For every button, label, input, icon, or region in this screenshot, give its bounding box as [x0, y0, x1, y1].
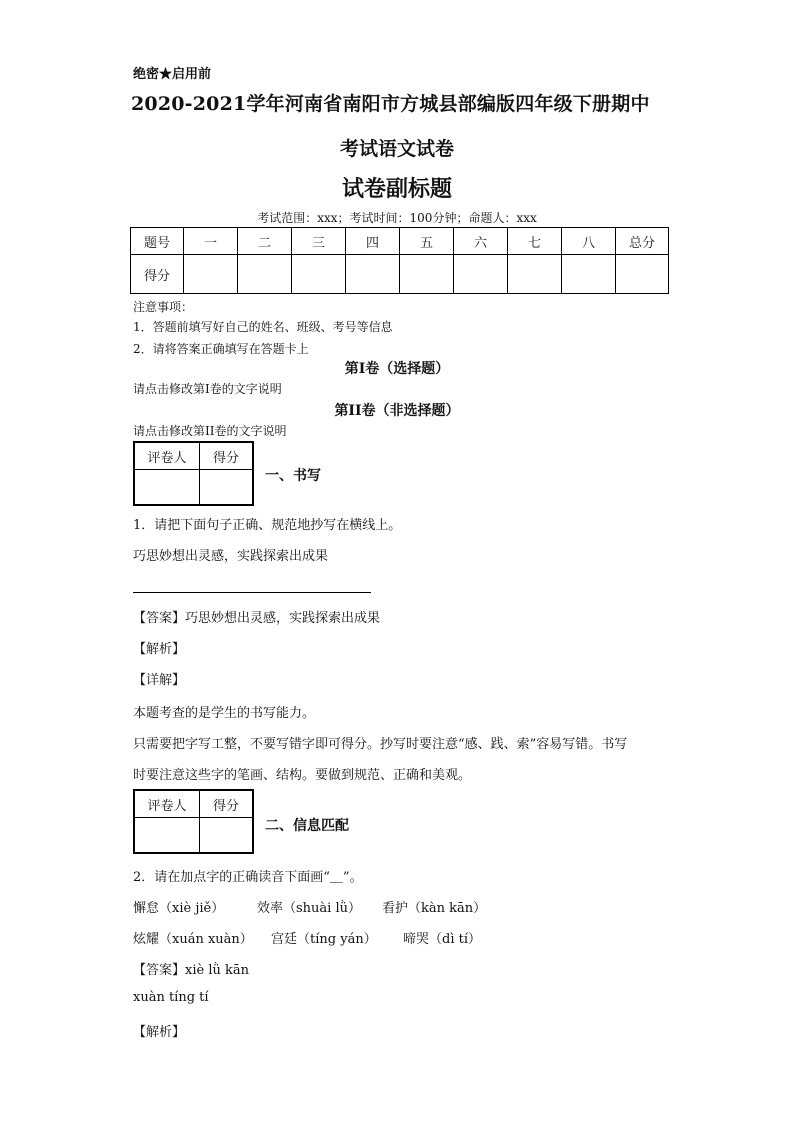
volume1-title: 第I卷（选择题） [344, 361, 450, 377]
grader-table-section2 [133, 789, 254, 854]
pinyin-word: 效率 [257, 901, 284, 916]
volume2-title: 第II卷（非选择题） [334, 403, 460, 419]
pinyin-options: （xiè jiě） [159, 901, 225, 916]
pinyin-options: （tíng yán） [297, 932, 377, 947]
pinyin-word: 懈怠 [133, 901, 160, 916]
volume1-description[interactable]: 请点击修改第I卷的文字说明 [133, 382, 282, 396]
score-cell: 题号 [131, 228, 184, 255]
section1-title: 一、书写 [265, 468, 321, 484]
score-row-label: 得分 [131, 255, 184, 294]
score-blank-cell[interactable] [508, 255, 562, 294]
grader-label: 评卷人 [134, 790, 200, 818]
exam-meta: 考试范围：xxx；考试时间：100分钟；命题人：xxx [257, 211, 537, 225]
exam-title-line1: 2020-2021学年河南省南阳市方城县部编版四年级下册期中 [131, 93, 650, 115]
detail1-paragraph2a: 只需要把字写工整，不要写错字即可得分。抄写时要注意“感、践、索”容易写错。书写 [133, 737, 628, 752]
score-label: 得分 [200, 790, 254, 818]
pinyin-options: （kàn kān） [408, 901, 487, 916]
pinyin-options: （xuán xuàn） [159, 932, 253, 947]
answer2-line2: xuàn tíng tí [133, 990, 209, 1005]
pinyin-word: 宫廷 [271, 932, 298, 947]
score-cell: 五 [400, 228, 454, 255]
note-item: 1．答题前填写好自己的姓名、班级、考号等信息 [133, 320, 393, 334]
question2-text: 2．请在加点字的正确读音下面画“＿”。 [133, 870, 363, 885]
score-cell: 二 [238, 228, 292, 255]
pinyin-item [257, 897, 361, 916]
score-table [130, 227, 669, 294]
grader-blank-cell[interactable] [134, 818, 200, 854]
section2-title: 二、信息匹配 [265, 818, 349, 834]
answer-blank-line[interactable] [133, 592, 371, 593]
pinyin-word: 炫耀 [133, 932, 160, 947]
answer2-line1: 【答案】xiè lǜ kān [133, 963, 249, 978]
grader-table-section1 [133, 441, 254, 506]
note-item: 2．请将答案正确填写在答题卡上 [133, 342, 309, 356]
volume2-description[interactable]: 请点击修改第II卷的文字说明 [133, 424, 287, 438]
answer1: 【答案】巧思妙想出灵感，实践探索出成果 [133, 611, 381, 626]
score-blank-cell[interactable] [346, 255, 400, 294]
score-blank-cell[interactable] [292, 255, 346, 294]
score-blank-cell[interactable] [238, 255, 292, 294]
score-cell: 一 [184, 228, 238, 255]
score-table-header-row [131, 228, 669, 255]
question1-sentence: 巧思妙想出灵感，实践探索出成果 [133, 549, 329, 564]
detail1-label: 【详解】 [133, 673, 186, 688]
score-cell: 总分 [616, 228, 669, 255]
score-blank-cell[interactable] [454, 255, 508, 294]
score-table-score-row [131, 255, 669, 294]
pinyin-item [133, 928, 253, 947]
exam-title-line2: 考试语文试卷 [339, 138, 454, 160]
pinyin-item [133, 897, 224, 916]
pinyin-item [382, 897, 486, 916]
pinyin-word: 看护 [382, 901, 409, 916]
score-blank-cell[interactable] [400, 255, 454, 294]
exam-subtitle: 试卷副标题 [341, 176, 452, 202]
confidential-mark: 绝密★启用前 [133, 67, 212, 82]
score-blank-cell[interactable] [200, 470, 254, 506]
detail1-paragraph1: 本题考查的是学生的书写能力。 [133, 706, 316, 721]
score-cell: 八 [562, 228, 616, 255]
detail1-paragraph2b: 时要注意这些字的笔画、结构。要做到规范、正确和美观。 [133, 768, 472, 783]
analysis2-label: 【解析】 [133, 1025, 186, 1040]
score-label: 得分 [200, 442, 254, 470]
score-blank-cell[interactable] [562, 255, 616, 294]
question1-text: 1．请把下面句子正确、规范地抄写在横线上。 [133, 518, 402, 533]
grader-blank-cell[interactable] [134, 470, 200, 506]
score-cell: 四 [346, 228, 400, 255]
score-cell: 七 [508, 228, 562, 255]
notes-heading: 注意事项： [133, 300, 194, 314]
grader-label: 评卷人 [134, 442, 200, 470]
score-cell: 六 [454, 228, 508, 255]
score-blank-cell[interactable] [200, 818, 254, 854]
pinyin-item [403, 928, 481, 947]
score-blank-cell[interactable] [184, 255, 238, 294]
analysis1-label: 【解析】 [133, 642, 186, 657]
score-cell: 三 [292, 228, 346, 255]
pinyin-options: （shuài lǜ） [283, 901, 362, 916]
pinyin-item [271, 928, 377, 947]
pinyin-options: （dì tí） [429, 932, 482, 947]
pinyin-word: 啼哭 [403, 932, 430, 947]
score-blank-cell[interactable] [616, 255, 669, 294]
